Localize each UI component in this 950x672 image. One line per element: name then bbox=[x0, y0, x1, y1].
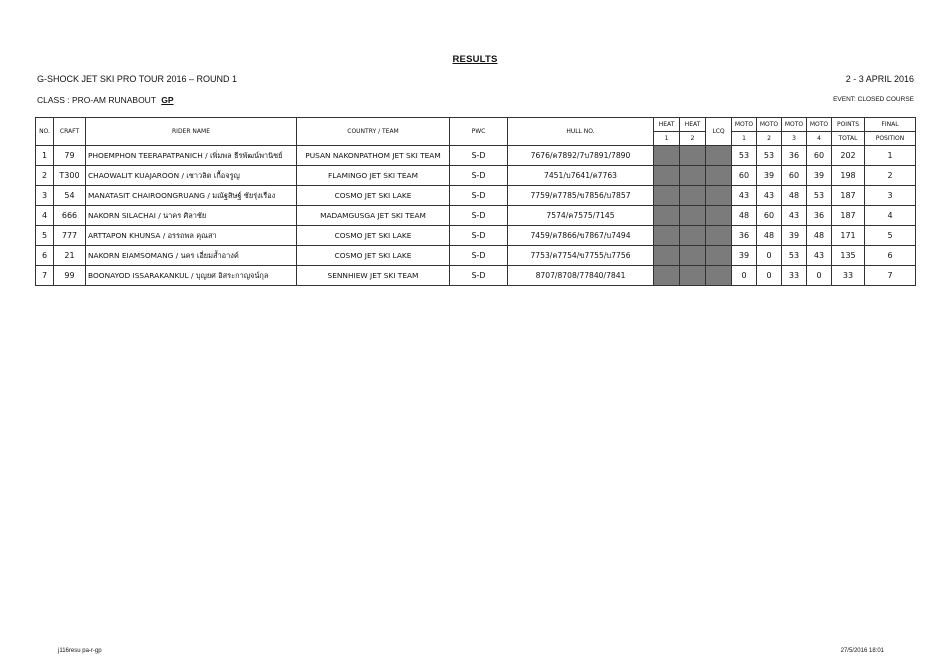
footer-timestamp: 27/5/2016 18:01 bbox=[840, 648, 884, 654]
header-moto2: MOTO bbox=[757, 118, 782, 132]
cell-hull: 7574/ค7575/7145 bbox=[508, 206, 654, 226]
header-row-top bbox=[36, 118, 916, 132]
cell-pwc: S-D bbox=[450, 186, 508, 206]
cell-points: 198 bbox=[832, 166, 865, 186]
cell-lcq bbox=[706, 166, 732, 186]
header-points: POINTS bbox=[832, 118, 865, 132]
cell-final: 6 bbox=[865, 246, 916, 266]
footer-file-code: j116resu pa-r-gp bbox=[58, 648, 102, 654]
cell-moto2: 53 bbox=[757, 146, 782, 166]
cell-no: 6 bbox=[36, 246, 54, 266]
header-moto3-number: 3 bbox=[782, 132, 807, 146]
cell-hull: 8707/8708/77840/7841 bbox=[508, 266, 654, 286]
cell-craft: 79 bbox=[54, 146, 86, 166]
event-type: EVENT: CLOSED COURSE bbox=[833, 96, 914, 103]
cell-moto2: 39 bbox=[757, 166, 782, 186]
cell-moto3: 53 bbox=[782, 246, 807, 266]
header-final-position: POSITION bbox=[865, 132, 916, 146]
cell-heat1 bbox=[654, 266, 680, 286]
cell-team: PUSAN NAKONPATHOM JET SKI TEAM bbox=[297, 146, 450, 166]
cell-moto4: 48 bbox=[807, 226, 832, 246]
cell-no: 1 bbox=[36, 146, 54, 166]
cell-pwc: S-D bbox=[450, 266, 508, 286]
cell-lcq bbox=[706, 266, 732, 286]
table-row bbox=[36, 226, 916, 246]
cell-rider: BOONAYOD ISSARAKANKUL / บุญยศ อิสระกาญจน์กุล bbox=[86, 266, 297, 286]
cell-pwc: S-D bbox=[450, 206, 508, 226]
cell-points: 171 bbox=[832, 226, 865, 246]
cell-rider: PHOEMPHON TEERAPATPANICH / เพิ่มพล ธีรพัฒน์พานิชย์ bbox=[86, 146, 297, 166]
cell-moto2: 60 bbox=[757, 206, 782, 226]
cell-heat1 bbox=[654, 166, 680, 186]
cell-team: COSMO JET SKI LAKE bbox=[297, 186, 450, 206]
class-line bbox=[37, 95, 174, 105]
header-rider: RIDER NAME bbox=[86, 118, 297, 146]
header-lcq: LCQ bbox=[706, 118, 732, 146]
header-no: NO. bbox=[36, 118, 54, 146]
cell-no: 3 bbox=[36, 186, 54, 206]
cell-heat2 bbox=[680, 166, 706, 186]
cell-final: 2 bbox=[865, 166, 916, 186]
cell-points: 33 bbox=[832, 266, 865, 286]
table-row bbox=[36, 206, 916, 226]
cell-no: 4 bbox=[36, 206, 54, 226]
cell-moto1: 36 bbox=[732, 226, 757, 246]
cell-lcq bbox=[706, 206, 732, 226]
header-moto1-number: 1 bbox=[732, 132, 757, 146]
header-moto2-number: 2 bbox=[757, 132, 782, 146]
header-moto1: MOTO bbox=[732, 118, 757, 132]
event-name: G-SHOCK JET SKI PRO TOUR 2016 – ROUND 1 bbox=[37, 74, 238, 84]
cell-heat1 bbox=[654, 246, 680, 266]
cell-craft: 54 bbox=[54, 186, 86, 206]
cell-points: 202 bbox=[832, 146, 865, 166]
cell-moto1: 60 bbox=[732, 166, 757, 186]
header-moto4-number: 4 bbox=[807, 132, 832, 146]
cell-heat2 bbox=[680, 186, 706, 206]
cell-no: 5 bbox=[36, 226, 54, 246]
cell-moto2: 43 bbox=[757, 186, 782, 206]
cell-team: FLAMINGO JET SKI TEAM bbox=[297, 166, 450, 186]
cell-moto2: 0 bbox=[757, 246, 782, 266]
cell-pwc: S-D bbox=[450, 246, 508, 266]
table-row bbox=[36, 146, 916, 166]
cell-team: MADAMGUSGA JET SKI TEAM bbox=[297, 206, 450, 226]
cell-pwc: S-D bbox=[450, 226, 508, 246]
cell-heat1 bbox=[654, 186, 680, 206]
cell-moto3: 48 bbox=[782, 186, 807, 206]
cell-hull: 7759/ค7785/ข7856/บ7857 bbox=[508, 186, 654, 206]
cell-final: 5 bbox=[865, 226, 916, 246]
cell-hull: 7459/ค7866/ข7867/บ7494 bbox=[508, 226, 654, 246]
cell-lcq bbox=[706, 186, 732, 206]
header-final: FINAL bbox=[865, 118, 916, 132]
cell-moto1: 43 bbox=[732, 186, 757, 206]
cell-moto1: 39 bbox=[732, 246, 757, 266]
cell-pwc: S-D bbox=[450, 146, 508, 166]
cell-moto1: 48 bbox=[732, 206, 757, 226]
header-heat1: HEAT bbox=[654, 118, 680, 132]
cell-final: 7 bbox=[865, 266, 916, 286]
cell-moto3: 43 bbox=[782, 206, 807, 226]
cell-team: COSMO JET SKI LAKE bbox=[297, 246, 450, 266]
cell-craft: 21 bbox=[54, 246, 86, 266]
cell-points: 187 bbox=[832, 186, 865, 206]
cell-final: 1 bbox=[865, 146, 916, 166]
cell-no: 2 bbox=[36, 166, 54, 186]
cell-moto4: 0 bbox=[807, 266, 832, 286]
cell-craft: 99 bbox=[54, 266, 86, 286]
header-moto4: MOTO bbox=[807, 118, 832, 132]
cell-rider: ARTTAPON KHUNSA / อรรถพล คุณสา bbox=[86, 226, 297, 246]
cell-team: COSMO JET SKI LAKE bbox=[297, 226, 450, 246]
cell-lcq bbox=[706, 246, 732, 266]
cell-moto2: 0 bbox=[757, 266, 782, 286]
header-heat2: HEAT bbox=[680, 118, 706, 132]
cell-hull: 7451/บ7641/ค7763 bbox=[508, 166, 654, 186]
cell-heat2 bbox=[680, 266, 706, 286]
cell-moto1: 0 bbox=[732, 266, 757, 286]
event-dates: 2 - 3 APRIL 2016 bbox=[845, 74, 914, 84]
cell-heat1 bbox=[654, 146, 680, 166]
cell-rider: MANATASIT CHAIROONGRUANG / มณัฐสิษฐ์ ชัยรุ่งเรือง bbox=[86, 186, 297, 206]
results-table bbox=[35, 117, 916, 286]
header-moto3: MOTO bbox=[782, 118, 807, 132]
header-pwc: PWC bbox=[450, 118, 508, 146]
cell-craft: T300 bbox=[54, 166, 86, 186]
header-hull: HULL NO. bbox=[508, 118, 654, 146]
cell-hull: 7753/ค7754/ข7755/บ7756 bbox=[508, 246, 654, 266]
header-heat1-number: 1 bbox=[654, 132, 680, 146]
cell-heat2 bbox=[680, 246, 706, 266]
cell-hull: 7676/ค7892/7บ7891/7890 bbox=[508, 146, 654, 166]
cell-heat1 bbox=[654, 206, 680, 226]
class-code: GP bbox=[161, 95, 174, 105]
table-row bbox=[36, 186, 916, 206]
cell-heat2 bbox=[680, 206, 706, 226]
cell-heat1 bbox=[654, 226, 680, 246]
table-row bbox=[36, 266, 916, 286]
cell-rider: CHAOWALIT KUAJAROON / เชาวลิต เกื้อจรูญ bbox=[86, 166, 297, 186]
cell-moto3: 60 bbox=[782, 166, 807, 186]
cell-craft: 666 bbox=[54, 206, 86, 226]
cell-moto4: 36 bbox=[807, 206, 832, 226]
cell-lcq bbox=[706, 146, 732, 166]
page-title: RESULTS bbox=[452, 54, 498, 65]
cell-moto4: 39 bbox=[807, 166, 832, 186]
cell-points: 135 bbox=[832, 246, 865, 266]
table-row bbox=[36, 246, 916, 266]
header-craft: CRAFT bbox=[54, 118, 86, 146]
cell-rider: NAKORN EIAMSOMANG / นคร เอี่ยมส้ำอางค์ bbox=[86, 246, 297, 266]
cell-moto1: 53 bbox=[732, 146, 757, 166]
cell-final: 3 bbox=[865, 186, 916, 206]
header-team: COUNTRY / TEAM bbox=[297, 118, 450, 146]
cell-craft: 777 bbox=[54, 226, 86, 246]
header-heat2-number: 2 bbox=[680, 132, 706, 146]
cell-team: SENNHIEW JET SKI TEAM bbox=[297, 266, 450, 286]
cell-no: 7 bbox=[36, 266, 54, 286]
cell-points: 187 bbox=[832, 206, 865, 226]
table-row bbox=[36, 166, 916, 186]
cell-final: 4 bbox=[865, 206, 916, 226]
cell-moto3: 39 bbox=[782, 226, 807, 246]
cell-heat2 bbox=[680, 146, 706, 166]
cell-moto3: 33 bbox=[782, 266, 807, 286]
cell-moto2: 48 bbox=[757, 226, 782, 246]
cell-heat2 bbox=[680, 226, 706, 246]
cell-rider: NAKORN SILACHAI / นาคร ศิลาชัย bbox=[86, 206, 297, 226]
cell-pwc: S-D bbox=[450, 166, 508, 186]
cell-lcq bbox=[706, 226, 732, 246]
header-points-total: TOTAL bbox=[832, 132, 865, 146]
cell-moto4: 53 bbox=[807, 186, 832, 206]
cell-moto3: 36 bbox=[782, 146, 807, 166]
cell-moto4: 60 bbox=[807, 146, 832, 166]
cell-moto4: 43 bbox=[807, 246, 832, 266]
class-label: CLASS : PRO-AM RUNABOUT bbox=[37, 95, 156, 105]
